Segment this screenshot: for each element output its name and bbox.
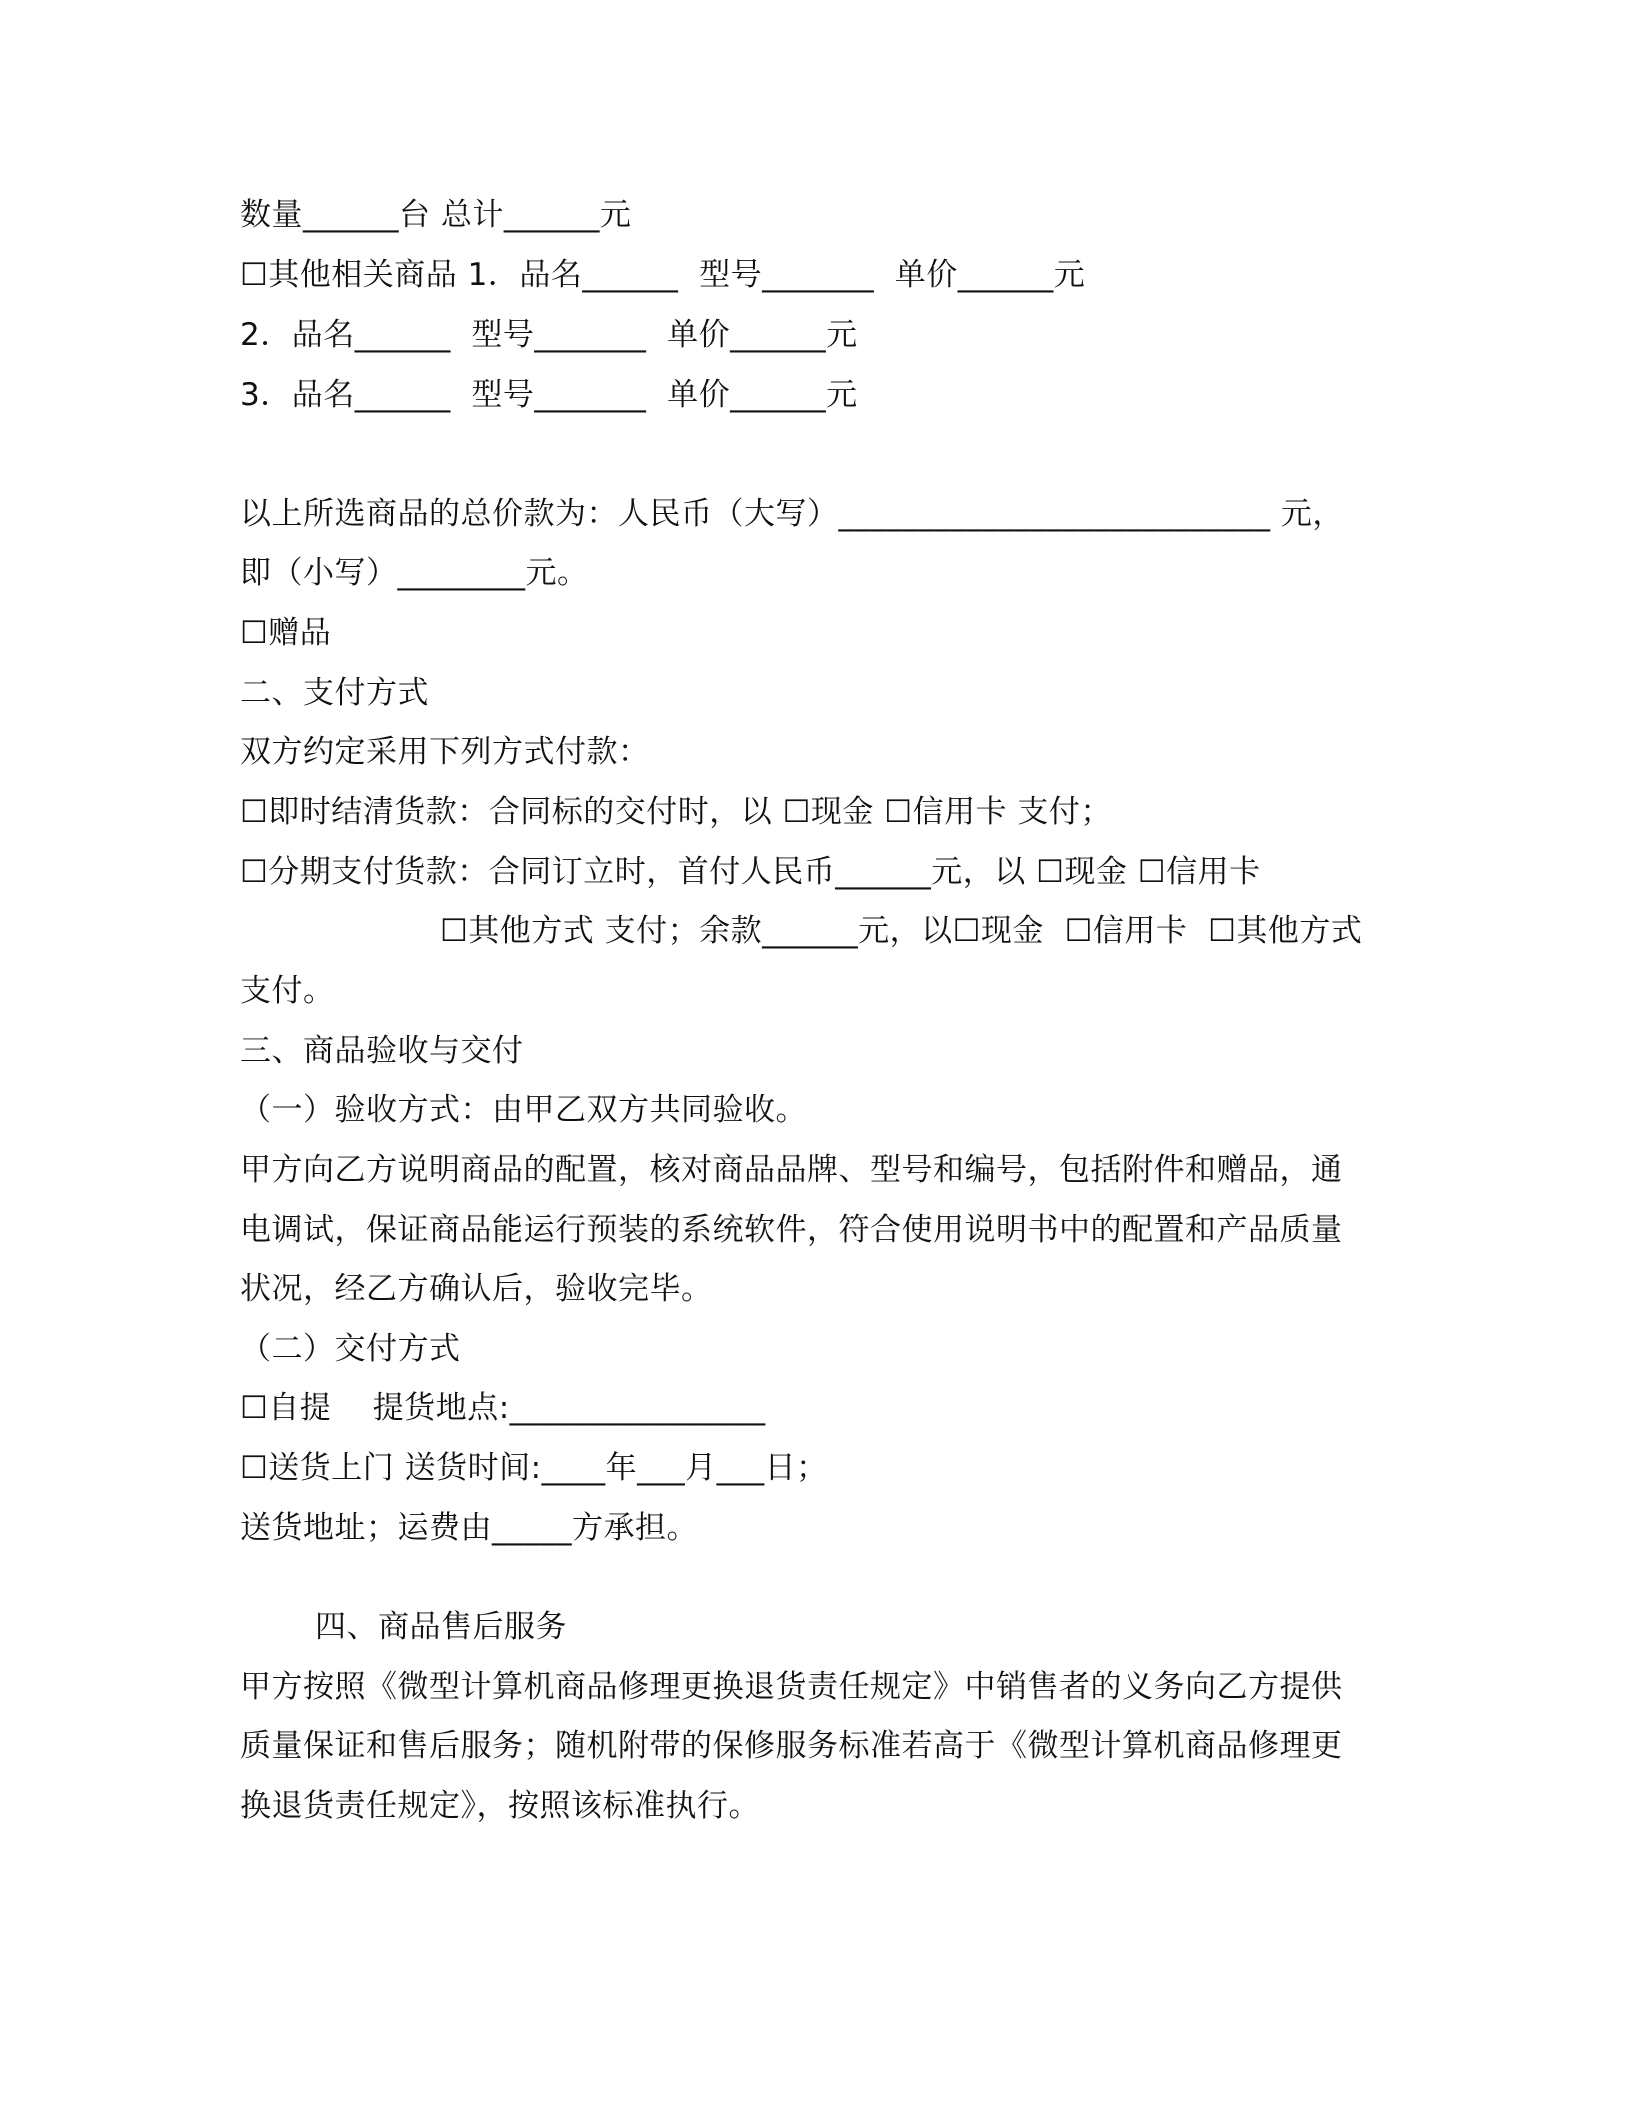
subheading-acceptance-method: （一）验收方式：由甲乙双方共同验收。	[240, 1092, 807, 1128]
acceptance-paragraph-line-3: 状况，经乙方确认后，验收完毕。	[240, 1271, 713, 1307]
other-goods-item-1: ☐其他相关商品 1．品名______ 型号_______ 单价______元	[240, 257, 1086, 293]
gift-option: ☐赠品	[240, 615, 332, 651]
other-goods-item-3: 3．品名______ 型号_______ 单价______元	[240, 377, 858, 413]
other-goods-item-2: 2．品名______ 型号_______ 单价______元	[240, 317, 858, 353]
delivery-option-pickup: ☐自提 提货地点:________________	[240, 1390, 766, 1426]
after-sales-paragraph-line-3: 换退货责任规定》，按照该标准执行。	[240, 1788, 760, 1824]
payment-intro: 双方约定采用下列方式付款：	[240, 734, 650, 770]
payment-option-immediate: ☐即时结清货款：合同标的交付时，以 ☐现金 ☐信用卡 支付；	[240, 794, 1112, 830]
acceptance-paragraph-line-1: 甲方向乙方说明商品的配置，核对商品品牌、型号和编号，包括附件和赠品，通	[240, 1152, 1343, 1188]
payment-option-installment-end: 支付。	[240, 973, 335, 1009]
section-heading-acceptance: 三、商品验收与交付	[240, 1033, 524, 1069]
total-price-uppercase-line: 以上所选商品的总价款为：人民币（大写）___________________________ 元，	[240, 496, 1344, 532]
delivery-option-home: ☐送货上门 送货时间:____年___月___日；	[240, 1450, 828, 1486]
acceptance-paragraph-line-2: 电调试，保证商品能运行预装的系统软件，符合使用说明书中的配置和产品质量	[240, 1212, 1343, 1248]
total-price-lowercase-line: 即（小写）________元。	[240, 555, 589, 591]
quantity-total-line: 数量______台 总计______元	[240, 197, 632, 233]
after-sales-paragraph-line-1: 甲方按照《微型计算机商品修理更换退货责任规定》中销售者的义务向乙方提供	[240, 1669, 1343, 1705]
after-sales-paragraph-line-2: 质量保证和售后服务；随机附带的保修服务标准若高于《微型计算机商品修理更	[240, 1728, 1343, 1764]
delivery-address-freight: 送货地址；运费由_____方承担。	[240, 1510, 698, 1546]
payment-option-installment: ☐分期支付货款：合同订立时，首付人民币______元，以 ☐现金 ☐信用卡	[240, 854, 1261, 890]
section-heading-after-sales: 四、商品售后服务	[315, 1609, 567, 1645]
payment-option-installment-cont: ☐其他方式 支付；余款______元，以☐现金 ☐信用卡 ☐其他方式	[440, 913, 1363, 949]
section-heading-payment: 二、支付方式	[240, 675, 429, 711]
subheading-delivery-method: （二）交付方式	[240, 1331, 461, 1367]
